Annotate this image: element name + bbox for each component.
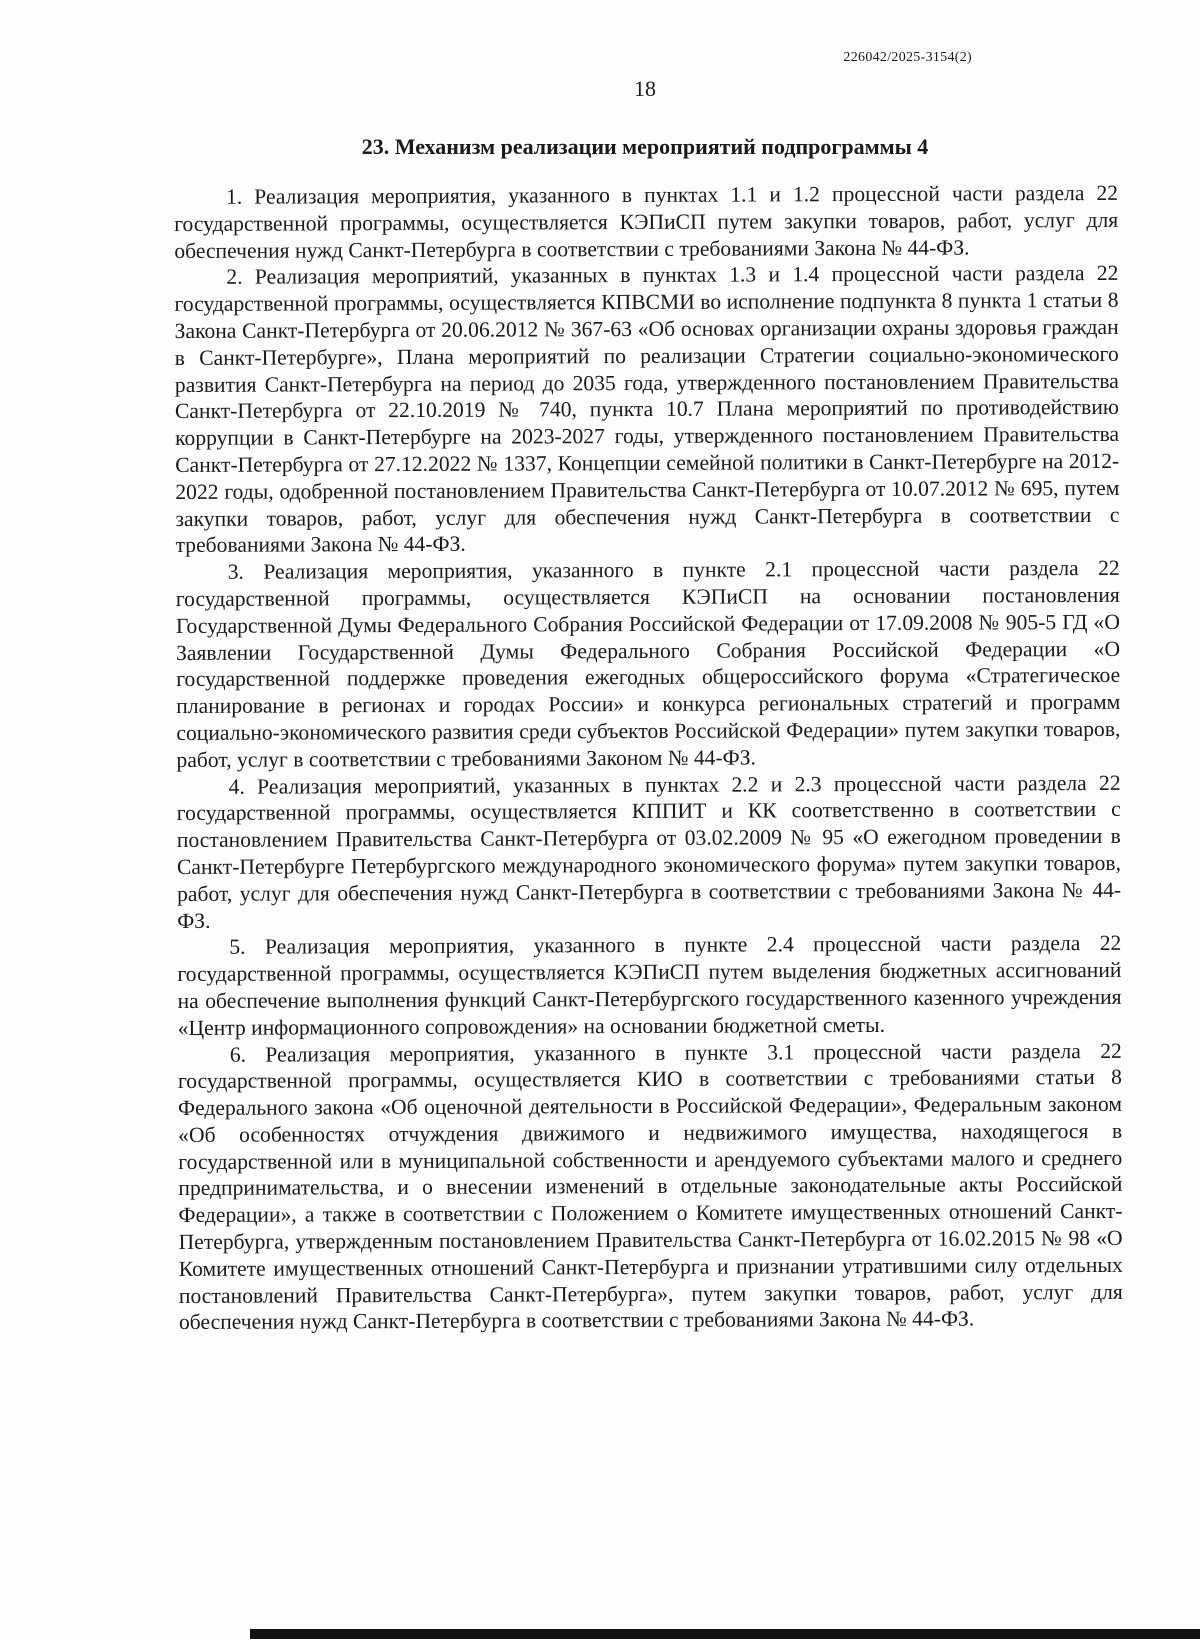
paragraph-2: 2. Реализация мероприятий, указанных в пунктах 1.3 и 1.4 процессной части раздела 22 государственной программы, осуществляется КПВСМИ во исполнение подпункта 8 пункта 1 статьи 8 Закона Санкт-Петербурга от 20.06.2012 № 367-63 «Об основах организации охраны здоровья граждан в Санкт-Петербурге», Плана мероприятий по реализации Стратегии социально-экономического развития Санкт-Петербурга на период до 2035 года, утвержденного постановлением Правительства Санкт-Петербурга от 22.10.2019 № 740, пункта 10.7 Плана мероприятий по противодействию коррупции в Санкт-Петербурге на 2023-2027 годы, утвержденного постановлением Правительства Санкт-Петербурга от 27.12.2022 № 1337, Концепции семейной политики в Санкт-Петербурге на 2012-2022 годы, одобренной постановлением Правительства Санкт-Петербурга от 10.07.2012 № 695, путем закупки товаров, работ, услуг для обеспечения нужд Санкт-Петербурга в соответствии с требованиями Закона № 44-ФЗ. xyxy=(174,261,1120,558)
paragraph-1: 1. Реализация мероприятия, указанного в пунктах 1.1 и 1.2 процессной части раздела 22 государственной программы, осуществляется КЭПиСП путем закупки товаров, работ, услуг для обеспечения нужд Санкт-Петербурга в соответствии с требованиями Закона № 44-ФЗ. xyxy=(174,180,1119,263)
paragraph-5: 5. Реализация мероприятия, указанного в пункте 2.4 процессной части раздела 22 государственной программы, осуществляется КЭПиСП путем выделения бюджетных ассигнований на обеспечение выполнения функций Санкт-Петербургского государственного казенного учреждения «Центр информационного сопровождения» на основании бюджетной сметы. xyxy=(177,931,1122,1040)
paragraph-6: 6. Реализация мероприятия, указанного в пункте 3.1 процессной части раздела 22 государственной программы, осуществляется КИО в соответствии с требованиями статьи 8 Федерального закона «Об оценочной деятельности в Российской Федерации», Федеральным законом «Об особенностях отчуждения движимого и недвижимого имущества, находящегося в государственной или в муниципальной собственности и арендуемого субъектами малого и среднего предпринимательства, и о внесении изменений в отдельные законодательные акты Российской Федерации», а также в соответствии с Положением о Комитете имущественных отношений Санкт-Петербурга, утвержденным постановлением Правительства Санкт-Петербурга от 16.02.2015 № 98 «О Комитете имущественных отношений Санкт-Петербурга и признании утратившими силу отдельных постановлений Правительства Санкт-Петербурга», путем закупки товаров, работ, услуг для обеспечения нужд Санкт-Петербурга в соответствии с требованиями Закона № 44-ФЗ. xyxy=(177,1038,1123,1335)
page-number: 18 xyxy=(634,76,656,101)
scan-edge-bar xyxy=(250,1629,1200,1639)
document-number: 226042/2025-3154(2) xyxy=(843,50,972,65)
paragraph-4: 4. Реализация мероприятий, указанных в пунктах 2.2 и 2.3 процессной части раздела 22 государственной программы, осуществляется КППИТ и КК соответственно в соответствии с постановлением Правительства Санкт-Петербурга от 03.02.2009 № 95 «О ежегодном проведении в Санкт-Петербурге Петербургского международного экономического форума» путем закупки товаров, работ, услуг для обеспечения нужд Санкт-Петербурга в соответствии с требованиями Закона № 44-ФЗ. xyxy=(176,770,1122,933)
paragraph-3: 3. Реализация мероприятия, указанного в пункте 2.1 процессной части раздела 22 государственной программы, осуществляется КЭПиСП на основании постановления Государственной Думы Федерального Собрания Российской Федерации от 17.09.2008 № 905-5 ГД «О Заявлении Государственной Думы Федерального Собрания Российской Федерации «О государственной поддержке проведения ежегодных общероссийского форума «Стратегическое планирование в регионах и городах России» и конкурса региональных стратегий и программ социально-экономического развития среди субъектов Российской Федерации» путем закупки товаров, работ, услуг в соответствии с требованиями Законом № 44-ФЗ. xyxy=(175,556,1121,772)
document-body xyxy=(174,180,1123,1336)
section-title: 23. Механизм реализации мероприятий подпрограммы 4 xyxy=(361,134,929,159)
